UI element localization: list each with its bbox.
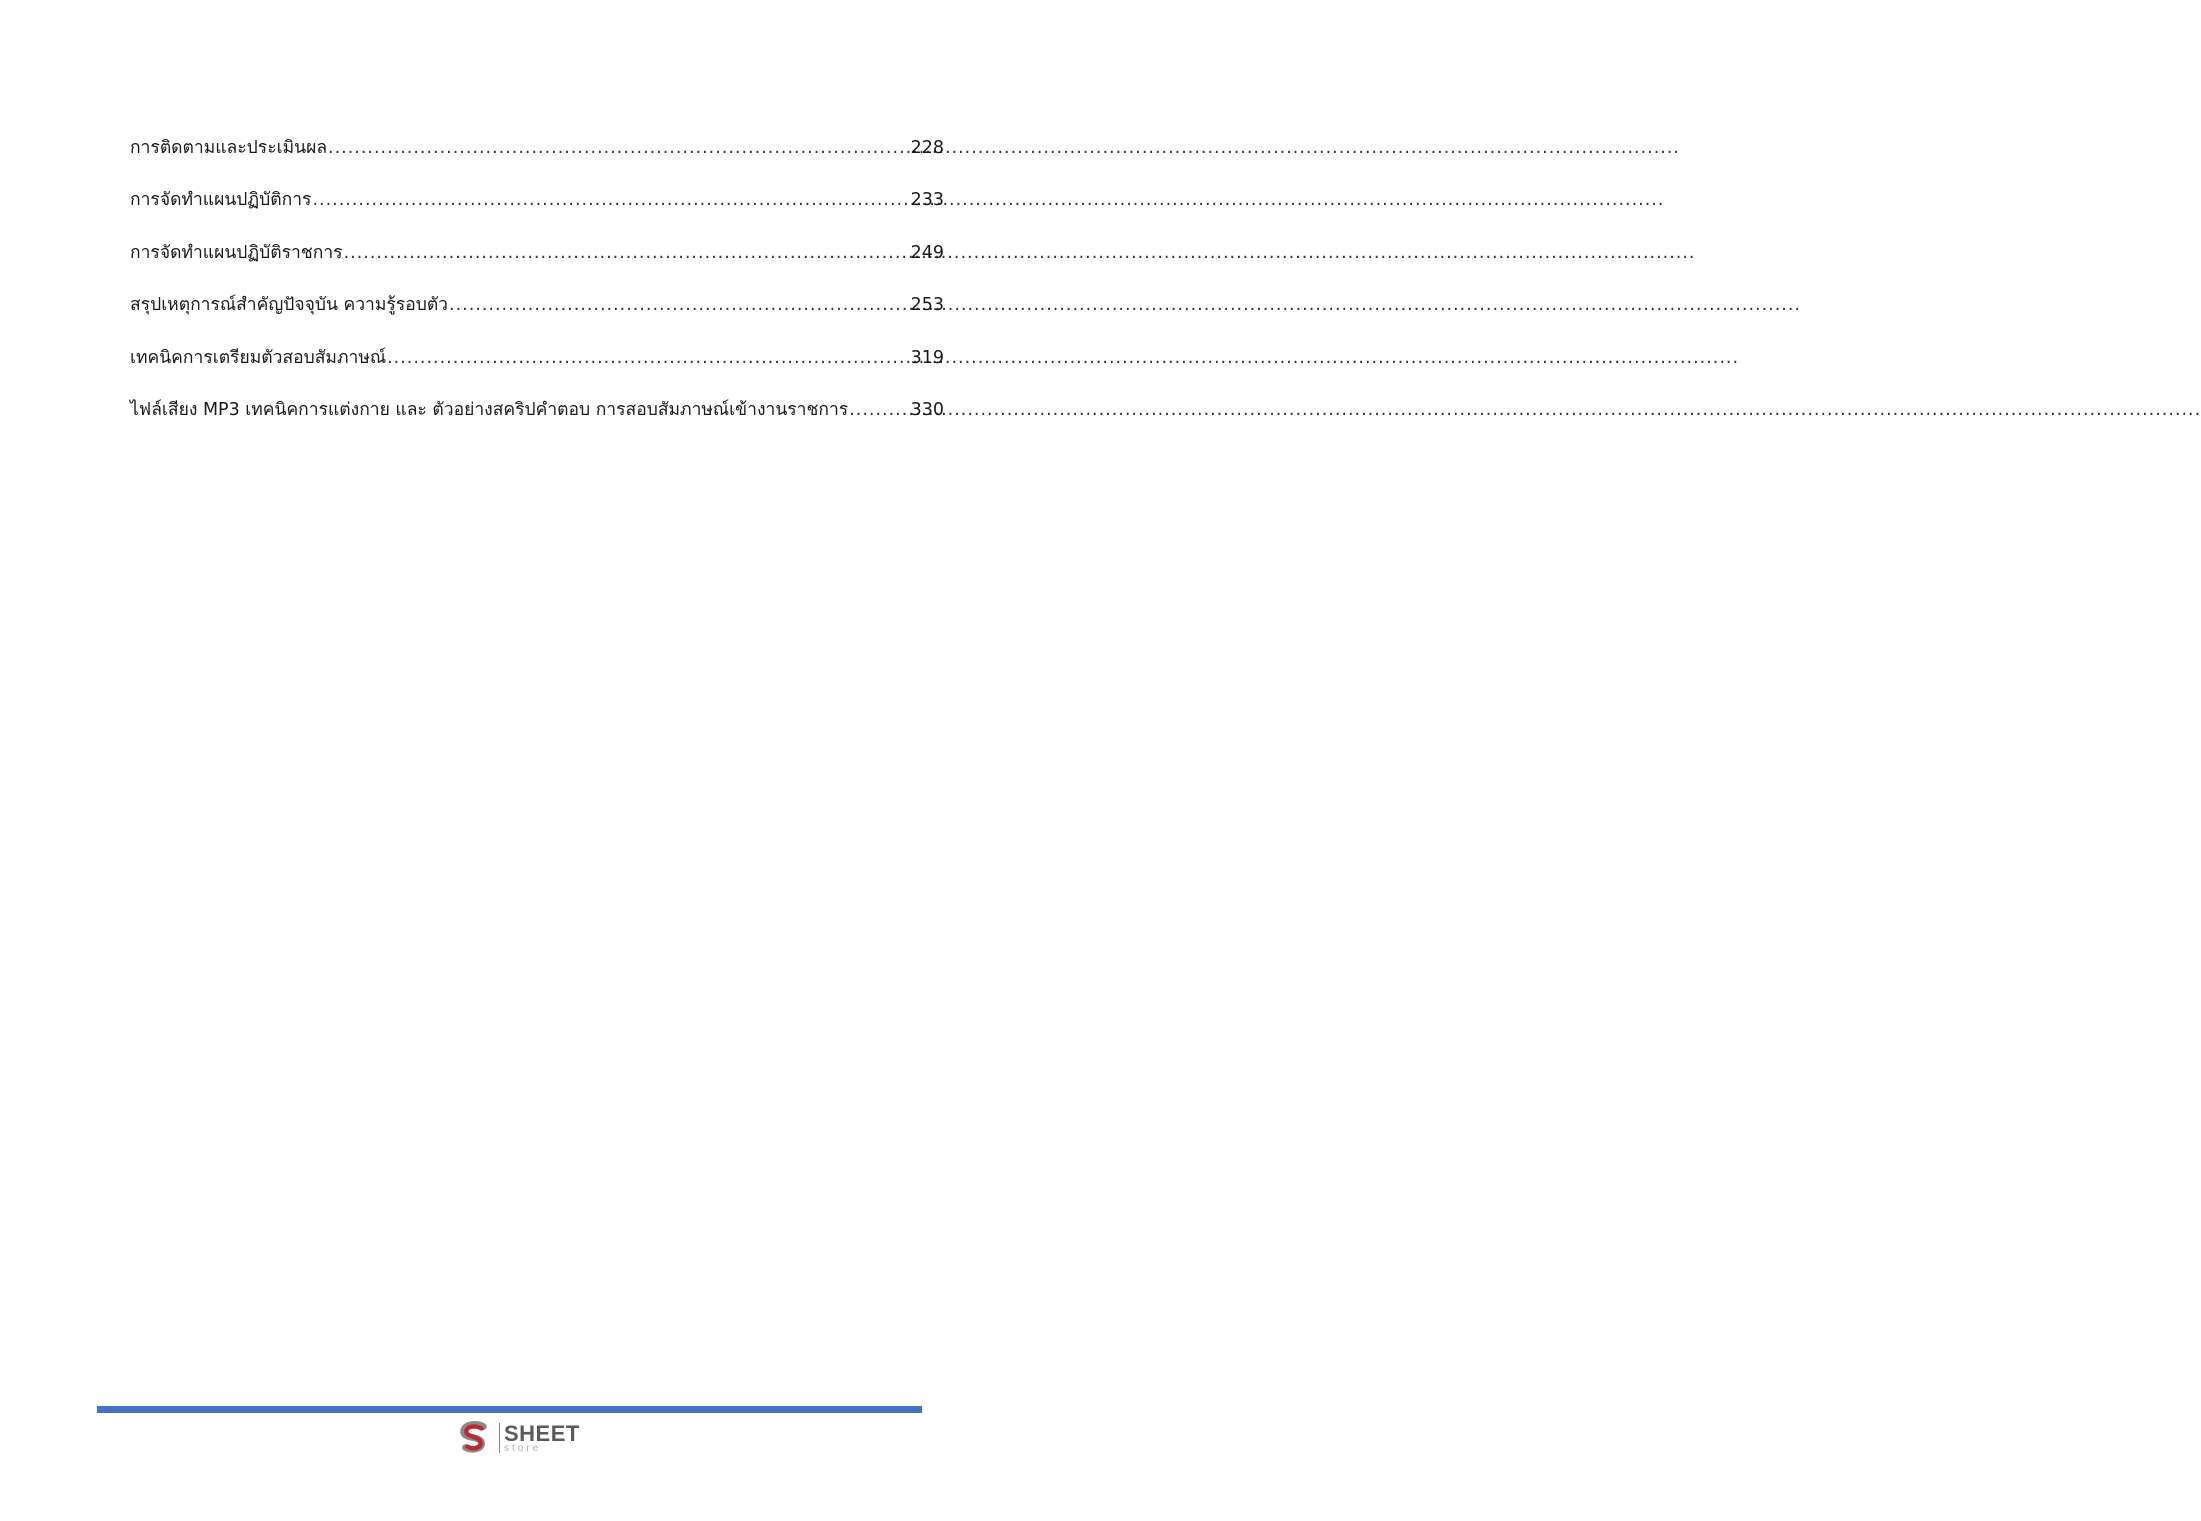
toc-dot-leader: [344, 238, 909, 268]
toc-entry[interactable]: [130, 133, 944, 185]
logo-divider: [499, 1423, 500, 1453]
toc-entry-page: 319: [910, 347, 944, 368]
logo-text: [504, 1420, 580, 1454]
toc-dot-leader: [449, 290, 909, 320]
table-of-contents: [130, 133, 944, 447]
logo-sub: store: [504, 1442, 542, 1454]
toc-entry-page: 330: [910, 399, 944, 420]
toc-dot-leader: [849, 395, 908, 425]
sheet-store-logo-icon: [455, 1419, 493, 1457]
toc-entry-page: 233: [910, 190, 944, 211]
toc-dot-leader: [312, 185, 908, 215]
toc-entry-title: ไฟล์เสียง MP3 เทคนิคการแต่งกาย และ ตัวอย่างสคริปคำตอบ การสอบสัมภาษณ์เข้างานราชการ: [130, 399, 849, 420]
toc-entry-page: 228: [910, 138, 944, 158]
toc-entry-title: การจัดทำแผนปฏิบัติการ: [130, 190, 312, 211]
sheet-store-logo: [455, 1418, 595, 1458]
toc-dot-leader: [328, 133, 909, 163]
toc-entry-page: 249: [910, 242, 944, 263]
toc-entry-title: สรุปเหตุการณ์สำคัญปัจจุบัน ความรู้รอบตัว: [130, 295, 449, 316]
toc-entry[interactable]: [130, 185, 944, 237]
toc-entry-page: 253: [910, 295, 944, 316]
footer-divider: [97, 1406, 922, 1413]
toc-entry[interactable]: [130, 238, 944, 290]
toc-dot-leader: [387, 343, 909, 373]
toc-entry[interactable]: [130, 290, 944, 342]
toc-entry[interactable]: [130, 343, 944, 395]
toc-entry-title: เทคนิคการเตรียมตัวสอบสัมภาษณ์: [130, 347, 387, 368]
toc-entry-title: การจัดทำแผนปฏิบัติราชการ: [130, 242, 343, 263]
toc-entry[interactable]: [130, 395, 944, 447]
logo-word: SHEET: [504, 1420, 580, 1446]
toc-entry-title: การติดตามและประเมินผล: [130, 138, 328, 158]
